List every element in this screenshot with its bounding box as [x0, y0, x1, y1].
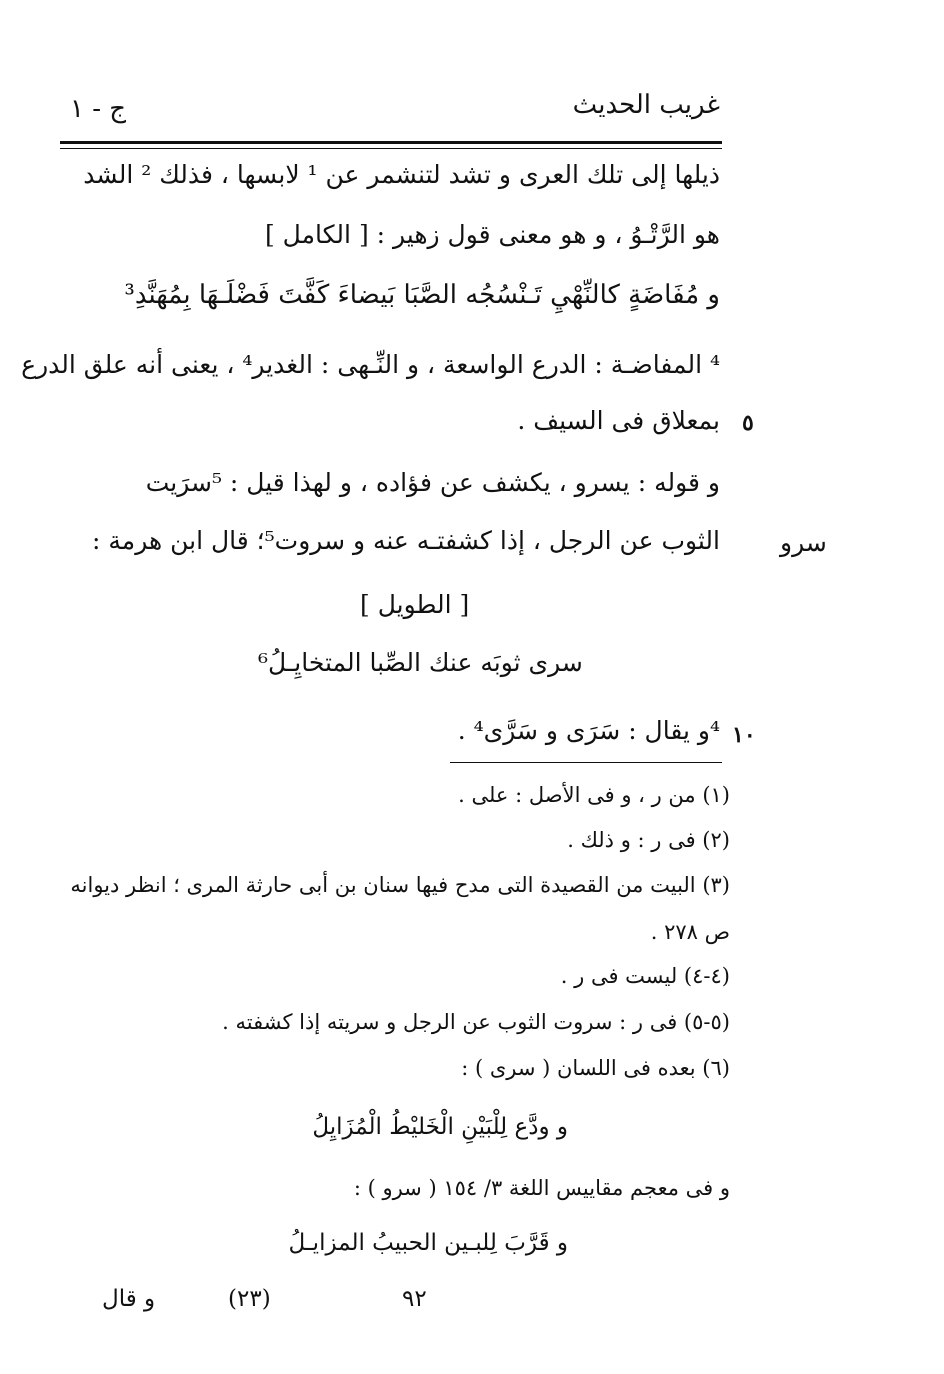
- footnote-2: (٢) فى ر : و ذلك .: [567, 828, 730, 852]
- footnote-1: (١) من ر ، و فى الأصل : على .: [458, 783, 730, 807]
- text-line-3: ⁴ المفاضـة : الدرع الواسعة ، و النِّـهى : الغدير⁴ ، يعنى أنه علق الدرع: [21, 350, 720, 379]
- footnote-3-cont: ص ٢٧٨ .: [650, 920, 730, 944]
- verse-zuhayr: و مُفَاضَةٍ كالنِّهْيِ تَـنْسُجُه الصَّبَا بَيضاءَ كَفَّتَ فَضْلَـهَا بِمُهَنَّدِ³: [124, 280, 720, 310]
- catchword: و قال: [102, 1286, 156, 1312]
- footnote-7: و فى معجم مقاييس اللغة ٣/ ١٥٤ ( سرو ) :: [353, 1176, 730, 1200]
- line-number-5: ٥: [742, 410, 754, 436]
- line-number-10: ١٠: [732, 722, 756, 748]
- text-line-5: و قوله : يسرو ، يكشف عن فؤاده ، و لهذا قيل : ⁵سرَيت: [145, 468, 720, 497]
- sheet-signature: (٢٣): [228, 1286, 271, 1312]
- footnote-verse-b: و قَرَّبَ لِلبـين الحبيبُ المزايـلُ: [288, 1230, 568, 1256]
- header-rule-thick: [60, 141, 722, 144]
- verse-ibn-harma: سرى ثوبَه عنك الصِّبا المتخايِـلُ⁶: [258, 648, 583, 677]
- meter-label: [ الطويل ]: [360, 590, 470, 619]
- text-line-7: ⁴و يقال : سَرَى و سَرَّى⁴ .: [457, 716, 720, 745]
- header-rule-thin: [60, 148, 722, 149]
- text-line-6: الثوب عن الرجل ، إذا كشفتـه عنه و سروت⁵؛ قال ابن هرمة :: [92, 526, 720, 555]
- running-title: غريب الحديث: [572, 90, 720, 120]
- footnote-3: (٣) البيت من القصيدة التى مدح فيها سنان بن أبى حارثة المرى ؛ انظر ديوانه: [70, 873, 730, 897]
- footnote-6: (٦) بعده فى اللسان ( سرى ) :: [461, 1056, 730, 1080]
- text-line-1: ذيلها إلى تلك العرى و تشد لتنشمر عن ¹ لابسها ، فذلك ² الشد: [83, 160, 720, 189]
- footnote-4: (٤-٤) ليست فى ر .: [560, 964, 730, 988]
- part-number: ج - ١: [70, 94, 127, 124]
- footnote-verse-a: و ودَّع لِلْبَيْنِ الْخَليْطُ الْمُزَايِلُ: [312, 1114, 568, 1140]
- margin-keyword: سرو: [780, 528, 827, 557]
- page-number: ٩٢: [402, 1286, 427, 1312]
- footnote-rule: [450, 762, 722, 763]
- text-line-4: بمعلاق فى السيف .: [517, 406, 720, 435]
- text-line-2: هو الرَّتْـوُ ، و هو معنى قول زهير : [ الكامل ]: [264, 220, 720, 249]
- footnote-5: (٥-٥) فى ر : سروت الثوب عن الرجل و سريته إذا كشفته .: [222, 1010, 730, 1034]
